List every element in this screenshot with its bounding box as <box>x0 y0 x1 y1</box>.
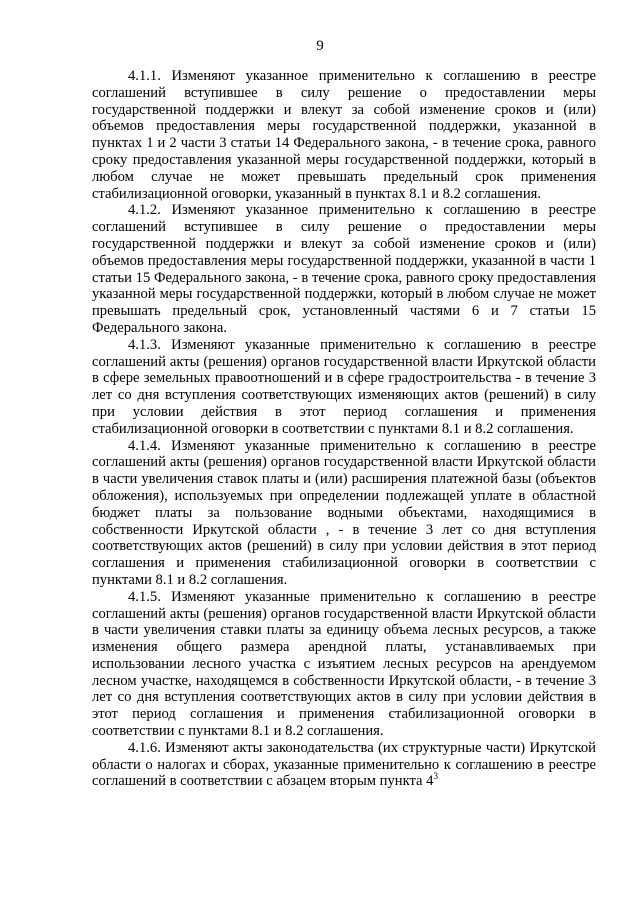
paragraph-4-1-6-superscript: 3 <box>433 771 438 782</box>
paragraph-4-1-2: 4.1.2. Изменяют указанное применительно к соглашению в реестре соглашений вступившее в силу решение о предоставлении меры государственной поддержки и влекут за собой изменение сроков и (или) объемов предоставления меры государственной поддержки, указанной в части 1 статьи 15 Федерального закона, - в течение срока, равного сроку предоставления указанной меры государственной поддержки, который в любом случае не может превышать предельный срок, установленный частями 6 и 7 статьи 15 Федерального закона. <box>92 202 596 336</box>
paragraph-4-1-4: 4.1.4. Изменяют указанные применительно к соглашению в реестре соглашений акты (решения) органов государственной власти Иркутской области в части увеличения ставок платы и (или) расширения платежной базы (объектов обложения), используемых при определении подлежащей уплате в областной бюджет платы за пользование водными объектами, находящимися в собственности Иркутской области , - в течение 3 лет со дня вступления соответствующих актов (решений) в силу при условии действия в этот период соглашения и применения стабилизационной оговорки в соответствии с пунктами 8.1 и 8.2 соглашения. <box>92 437 596 588</box>
paragraph-4-1-6 <box>92 740 596 790</box>
paragraph-4-1-5: 4.1.5. Изменяют указанные применительно к соглашению в реестре соглашений акты (решения) органов государственной власти Иркутской области в части увеличения ставки платы за единицу объема лесных ресурсов, а также изменения общего размера арендной платы, устанавливаемых при использовании лесного участка с изъятием лесных ресурсов на арендуемом лесном участке, находящемся в собственности Иркутской области, - в течение 3 лет со дня вступления соответствующих актов в силу при условии действия в этот период соглашения и применения стабилизационной оговорки в соответствии с пунктами 8.1 и 8.2 соглашения. <box>92 588 596 740</box>
paragraph-4-1-1: 4.1.1. Изменяют указанное применительно к соглашению в реестре соглашений вступившее в силу решение о предоставлении меры государственной поддержки и влекут за собой изменение сроков и (или) объемов предоставления меры государственной поддержки, указанной в пунктах 1 и 2 части 3 статьи 14 Федерального закона, - в течение срока, равного сроку предоставления указанной меры государственной поддержки, который в любом случае не может превышать предельный срок применения стабилизационной оговорки, указанный в пунктах 8.1 и 8.2 соглашения. <box>92 68 596 202</box>
paragraph-4-1-6-text: 4.1.6. Изменяют акты законодательства (их структурные части) Иркутской области о налогах и сборах, указанные применительно к соглашению в реестре соглашений в соответствии с абзацем вторым пункта 4 <box>92 739 596 790</box>
document-body <box>92 68 596 790</box>
paragraph-4-1-3: 4.1.3. Изменяют указанные применительно к соглашению в реестре соглашений акты (решения) органов государственной власти Иркутской области в сфере земельных правоотношений и в сфере градостроительства - в течение 3 лет со дня вступления соответствующих изменяющих актов (решений) в силу при условии действия в этот период соглашения и применения стабилизационной оговорки в соответствии с пунктами 8.1 и 8.2 соглашения. <box>92 336 596 437</box>
page-number: 9 <box>316 38 324 54</box>
